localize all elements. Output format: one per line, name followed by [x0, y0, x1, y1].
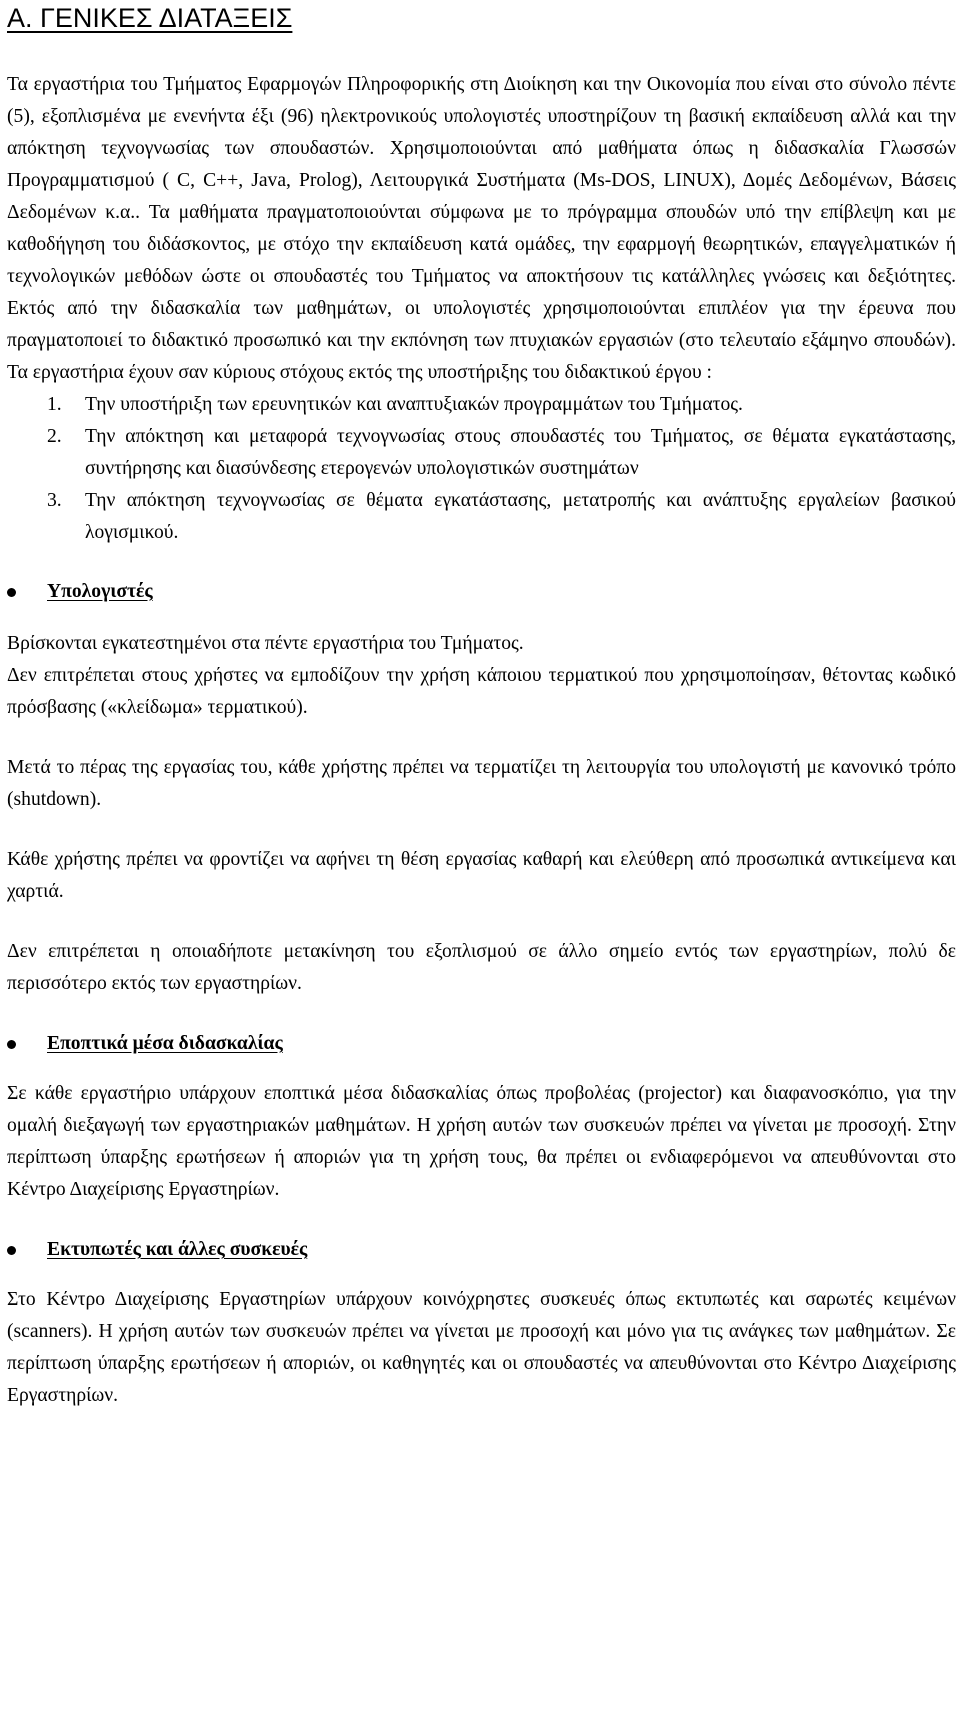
list-item-number: 3.: [47, 490, 62, 511]
computers-paragraph-3: Μετά το πέρας της εργασίας του, κάθε χρήστης πρέπει να τερματίζει τη λειτουργία του υπολογιστή με κανονικό τρόπο (shutdown).: [7, 757, 956, 810]
section-heading-text: Υπολογιστές: [47, 581, 153, 602]
goals-list: [7, 389, 956, 549]
visual-aids-paragraph: Σε κάθε εργαστήριο υπάρχουν εποπτικά μέσα διδασκαλίας όπως προβολέας (projector) και διαφανοσκόπιο, για την ομαλή διεξαγωγή των εργαστηριακών μαθημάτων. Η χρήση αυτών των συσκευών πρέπει να γίνεται με προσοχή. Στην περίπτωση ύπαρξης ερωτήσεων ή αποριών για τη χρήση τους, θα πρέπει οι ενδιαφερόμενοι να απευθύνονται στο Κέντρο Διαχείρισης Εργαστηρίων.: [7, 1083, 956, 1200]
computers-paragraph-4: Κάθε χρήστης πρέπει να φροντίζει να αφήνει τη θέση εργασίας καθαρή και ελεύθερη από προσωπικά αντικείμενα και χαρτιά.: [7, 849, 956, 902]
list-item-text: Την απόκτηση και μεταφορά τεχνογνωσίας στους σπουδαστές του Τμήματος, σε θέματα εγκατάστασης, συντήρησης και διασύνδεσης ετερογενών υπολογιστικών συστημάτων: [85, 426, 956, 479]
page-title: Α. ΓΕΝΙΚΕΣ ΔΙΑΤΑΞΕΙΣ: [7, 3, 293, 33]
list-item: [7, 421, 956, 485]
computers-paragraph-2: Δεν επιτρέπεται στους χρήστες να εμποδίζουν την χρήση κάποιου τερματικού που χρησιμοποίησαν, θέτοντας κωδικό πρόσβασης («κλείδωμα» τερματικού).: [7, 665, 956, 718]
computers-paragraph-1: Βρίσκονται εγκατεστημένοι στα πέντε εργαστήρια του Τμήματος.: [7, 633, 524, 654]
computers-paragraph-5: Δεν επιτρέπεται η οποιαδήποτε μετακίνηση του εξοπλισμού σε άλλο σημείο εντός των εργαστηρίων, πολύ δε περισσότερο εκτός των εργαστηρίων.: [7, 941, 956, 994]
section-heading-text: Εκτυπωτές και άλλες συσκευές: [47, 1239, 308, 1260]
list-item-number: 1.: [47, 394, 62, 415]
list-item-text: Την υποστήριξη των ερευνητικών και αναπτυξιακών προγραμμάτων του Τμήματος.: [85, 394, 743, 415]
section-heading-text: Εποπτικά μέσα διδασκαλίας: [47, 1033, 283, 1054]
list-item-text: Την απόκτηση τεχνογνωσίας σε θέματα εγκατάστασης, μετατροπής και ανάπτυξης εργαλείων βασικού λογισμικού.: [85, 490, 956, 543]
section-heading-visual-aids: [7, 1028, 956, 1060]
bullet-icon: [7, 1040, 16, 1049]
bullet-icon: [7, 588, 16, 597]
intro-paragraph: Τα εργαστήρια του Τμήματος Εφαρμογών Πληροφορικής στη Διοίκηση και την Οικονομία που είναι στο σύνολο πέντε (5), εξοπλισμένα με ενενήντα έξι (96) ηλεκτρονικούς υπολογιστές υποστηρίζουν τη βασική εκπαίδευση αλλά και την απόκτηση τεχνογνωσίας των σπουδαστών. Χρησιμοποιούνται από μαθήματα όπως η διδασκαλία Γλωσσών Προγραμματισμού ( C, C++, Java, Prolog), Λειτουργικά Συστήματα (Ms-DOS, LINUX), Δομές Δεδομένων, Βάσεις Δεδομένων κ.α.. Τα μαθήματα πραγματοποιούνται σύμφωνα με το πρόγραμμα σπουδών υπό την επίβλεψη και με καθοδήγηση του διδάσκοντος, με στόχο την εκπαίδευση κατά ομάδες, την εφαρμογή θεωρητικών, επαγγελματικών ή τεχνολογικών μεθόδων ώστε οι σπουδαστές του Τμήματος να αποκτήσουν τις κατάλληλες γνώσεις και δεξιότητες. Εκτός από την διδασκαλία των μαθημάτων, οι υπολογιστές χρησιμοποιούνται επιπλέον για την έρευνα που πραγματοποιεί το διδακτικό προσωπικό και την εκπόνηση των πτυχιακών εργασιών (στο τελευταίο εξάμηνο σπουδών). Τα εργαστήρια έχουν σαν κύριους στόχους εκτός της υποστήριξης του διδακτικού έργου :: [7, 74, 956, 383]
section-heading-computers: [7, 576, 956, 608]
list-item: [7, 389, 956, 421]
bullet-icon: [7, 1246, 16, 1255]
list-item: [7, 485, 956, 549]
section-heading-printers: [7, 1234, 956, 1266]
printers-paragraph: Στο Κέντρο Διαχείρισης Εργαστηρίων υπάρχουν κοινόχρηστες συσκευές όπως εκτυπωτές και σαρωτές κειμένων (scanners). Η χρήση αυτών των συσκευών πρέπει να γίνεται με προσοχή και μόνο για τις ανάγκες των μαθημάτων. Σε περίπτωση ύπαρξης ερωτήσεων ή αποριών, οι καθηγητές και οι σπουδαστές να απευθύνονται στο Κέντρο Διαχείρισης Εργαστηρίων.: [7, 1289, 956, 1406]
list-item-number: 2.: [47, 426, 62, 447]
